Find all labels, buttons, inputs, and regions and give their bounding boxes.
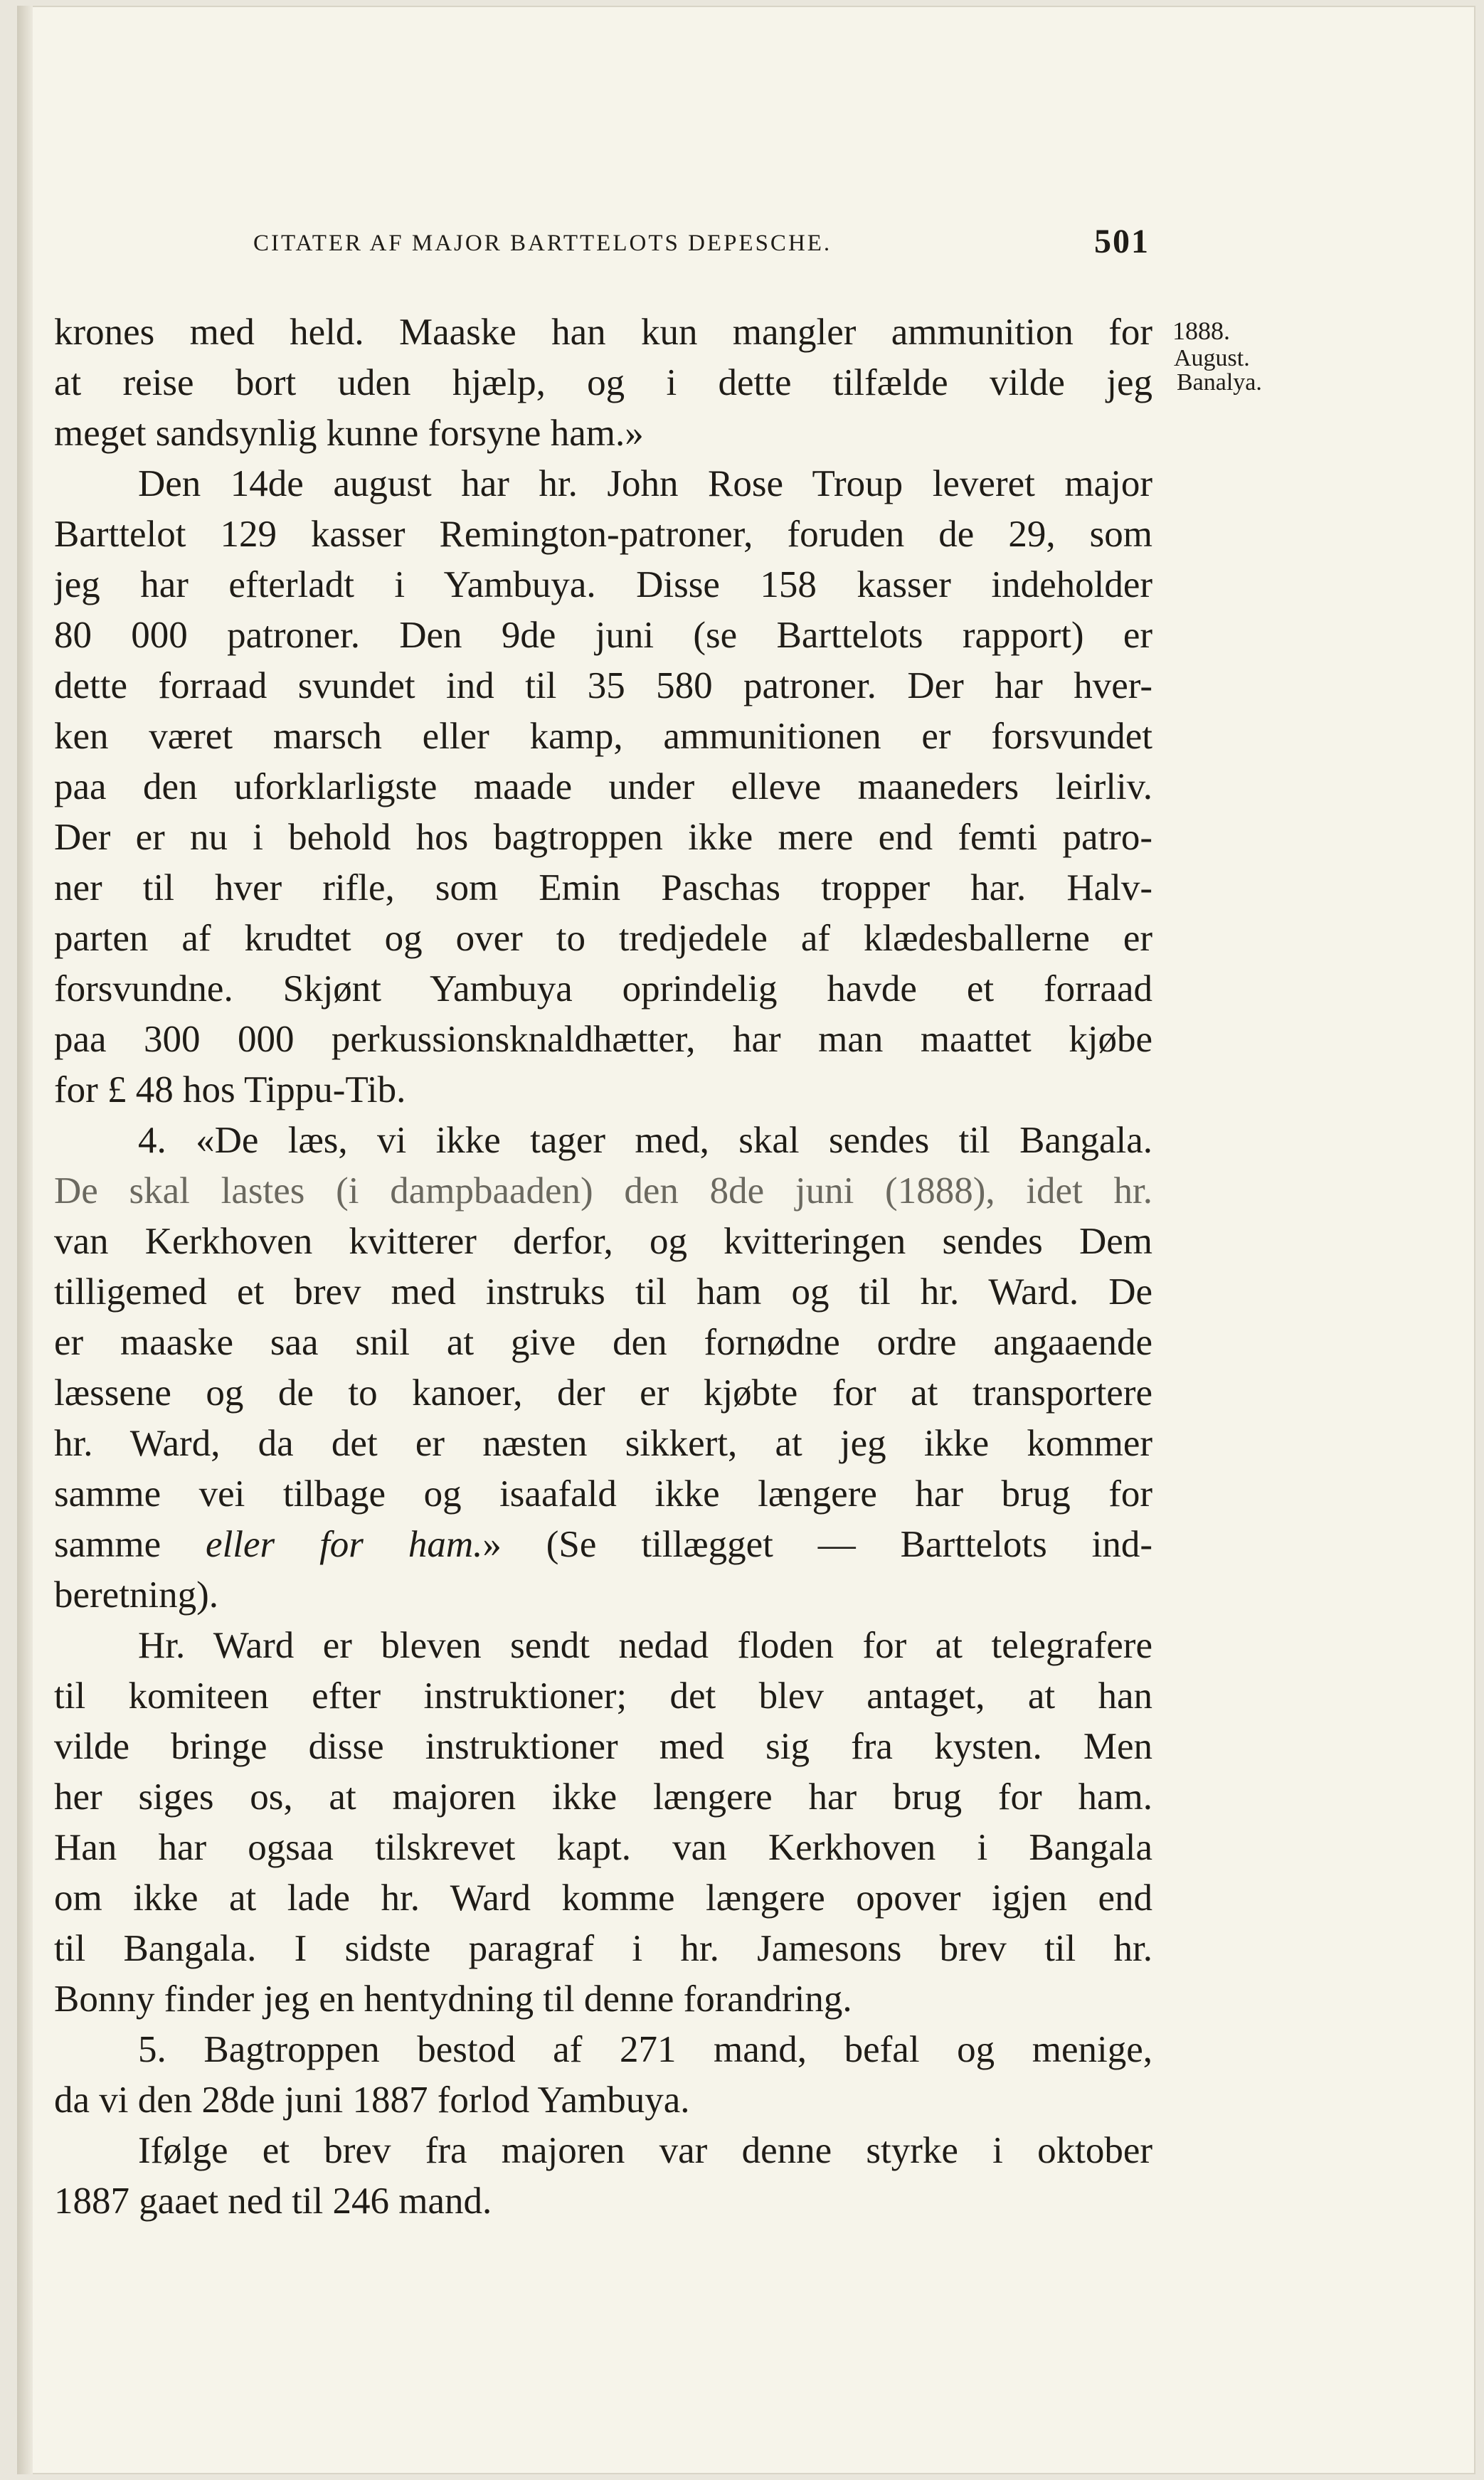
margin-note-month: August. — [1174, 345, 1250, 372]
text-line: at reise bort uden hjælp, og i dette tilfælde vilde jeg — [54, 362, 1152, 403]
text-line: dette forraad svundet ind til 35 580 patroner. Der har hver- — [54, 665, 1152, 706]
text-line-with-italic — [54, 1520, 1152, 1570]
text-line: forsvundne. Skjønt Yambuya oprindelig havde et forraad — [54, 968, 1152, 1010]
text-line: om ikke at lade hr. Ward komme længere opover igjen end — [54, 1877, 1152, 1919]
text-line: Ifølge et brev fra majoren var denne styrke i oktober — [138, 2130, 1152, 2171]
text-line: til Bangala. I sidste paragraf i hr. Jamesons brev til hr. — [54, 1928, 1152, 1969]
text-line: paa 300 000 perkussionsknaldhætter, har man maattet kjøbe — [54, 1019, 1152, 1060]
margin-note — [1167, 317, 1295, 396]
text-line: hr. Ward, da det er næsten sikkert, at jeg ikke kommer — [54, 1423, 1152, 1464]
text-segment: » (Se tillægget — Barttelots ind- — [482, 1524, 1152, 1565]
text-line: 1887 gaaet ned til 246 mand. — [54, 2180, 492, 2222]
text-line: Bonny finder jeg en hentydning til denne forandring. — [54, 1978, 852, 2020]
text-line: meget sandsynlig kunne forsyne ham.» — [54, 413, 644, 454]
text-line: vilde bringe disse instruktioner med sig fra kysten. Men — [54, 1726, 1152, 1767]
text-line: ken været marsch eller kamp, ammunitionen er forsvundet — [54, 716, 1152, 757]
text-line: da vi den 28de juni 1887 forlod Yambuya. — [54, 2079, 690, 2121]
text-line: Barttelot 129 kasser Remington-patroner, foruden de 29, som — [54, 514, 1152, 555]
text-line: 80 000 patroner. Den 9de juni (se Barttelots rapport) er — [54, 615, 1152, 656]
text-line: her siges os, at majoren ikke længere har brug for ham. — [54, 1776, 1152, 1818]
text-line: Der er nu i behold hos bagtroppen ikke mere end femti patro- — [54, 817, 1152, 858]
running-head-title: CITATER AF MAJOR BARTTELOTS DEPESCHE. — [253, 230, 832, 256]
text-line: tilligemed et brev med instruks til ham og til hr. Ward. De — [54, 1271, 1152, 1313]
text-line: Hr. Ward er bleven sendt nedad floden for at telegrafere — [138, 1625, 1152, 1666]
page-number: 501 — [1094, 223, 1150, 260]
text-line: Han har ogsaa tilskrevet kapt. van Kerkhoven i Bangala — [54, 1827, 1152, 1868]
running-head — [253, 222, 1150, 272]
text-line: læssene og de to kanoer, der er kjøbte for at transportere — [54, 1372, 1152, 1414]
text-line: beretning). — [54, 1574, 219, 1616]
text-line: jeg har efterladt i Yambuya. Disse 158 kasser indeholder — [54, 564, 1152, 605]
page-binding-edge — [17, 6, 33, 2474]
margin-note-place: Banalya. — [1177, 369, 1262, 396]
body-text — [54, 307, 1152, 2227]
italic-segment: eller for ham. — [206, 1524, 483, 1565]
text-line: 5. Bagtroppen bestod af 271 mand, befal og menige, — [138, 2029, 1152, 2070]
text-line: De skal lastes (i dampbaaden) den 8de juni (1888), idet hr. — [54, 1170, 1152, 1212]
margin-note-year: 1888. — [1172, 317, 1230, 345]
text-line: krones med held. Maaske han kun mangler ammunition for — [54, 312, 1152, 353]
text-line: 4. «De læs, vi ikke tager med, skal sendes til Bangala. — [138, 1120, 1152, 1161]
text-line: for £ 48 hos Tippu-Tib. — [54, 1069, 406, 1111]
text-line: samme vei tilbage og isaafald ikke længere har brug for — [54, 1473, 1152, 1515]
text-line: er maaske saa snil at give den fornødne ordre angaaende — [54, 1322, 1152, 1363]
text-line: parten af krudtet og over to tredjedele af klædesballerne er — [54, 918, 1152, 959]
text-line: van Kerkhoven kvitterer derfor, og kvitteringen sendes Dem — [54, 1221, 1152, 1262]
text-segment: samme — [54, 1524, 206, 1565]
text-line: ner til hver rifle, som Emin Paschas tropper har. Halv- — [54, 867, 1152, 908]
text-line: paa den uforklarligste maade under elleve maaneders leirliv. — [54, 766, 1152, 807]
text-line: til komiteen efter instruktioner; det blev antaget, at han — [54, 1675, 1152, 1717]
text-line: Den 14de august har hr. John Rose Troup leveret major — [138, 463, 1152, 504]
